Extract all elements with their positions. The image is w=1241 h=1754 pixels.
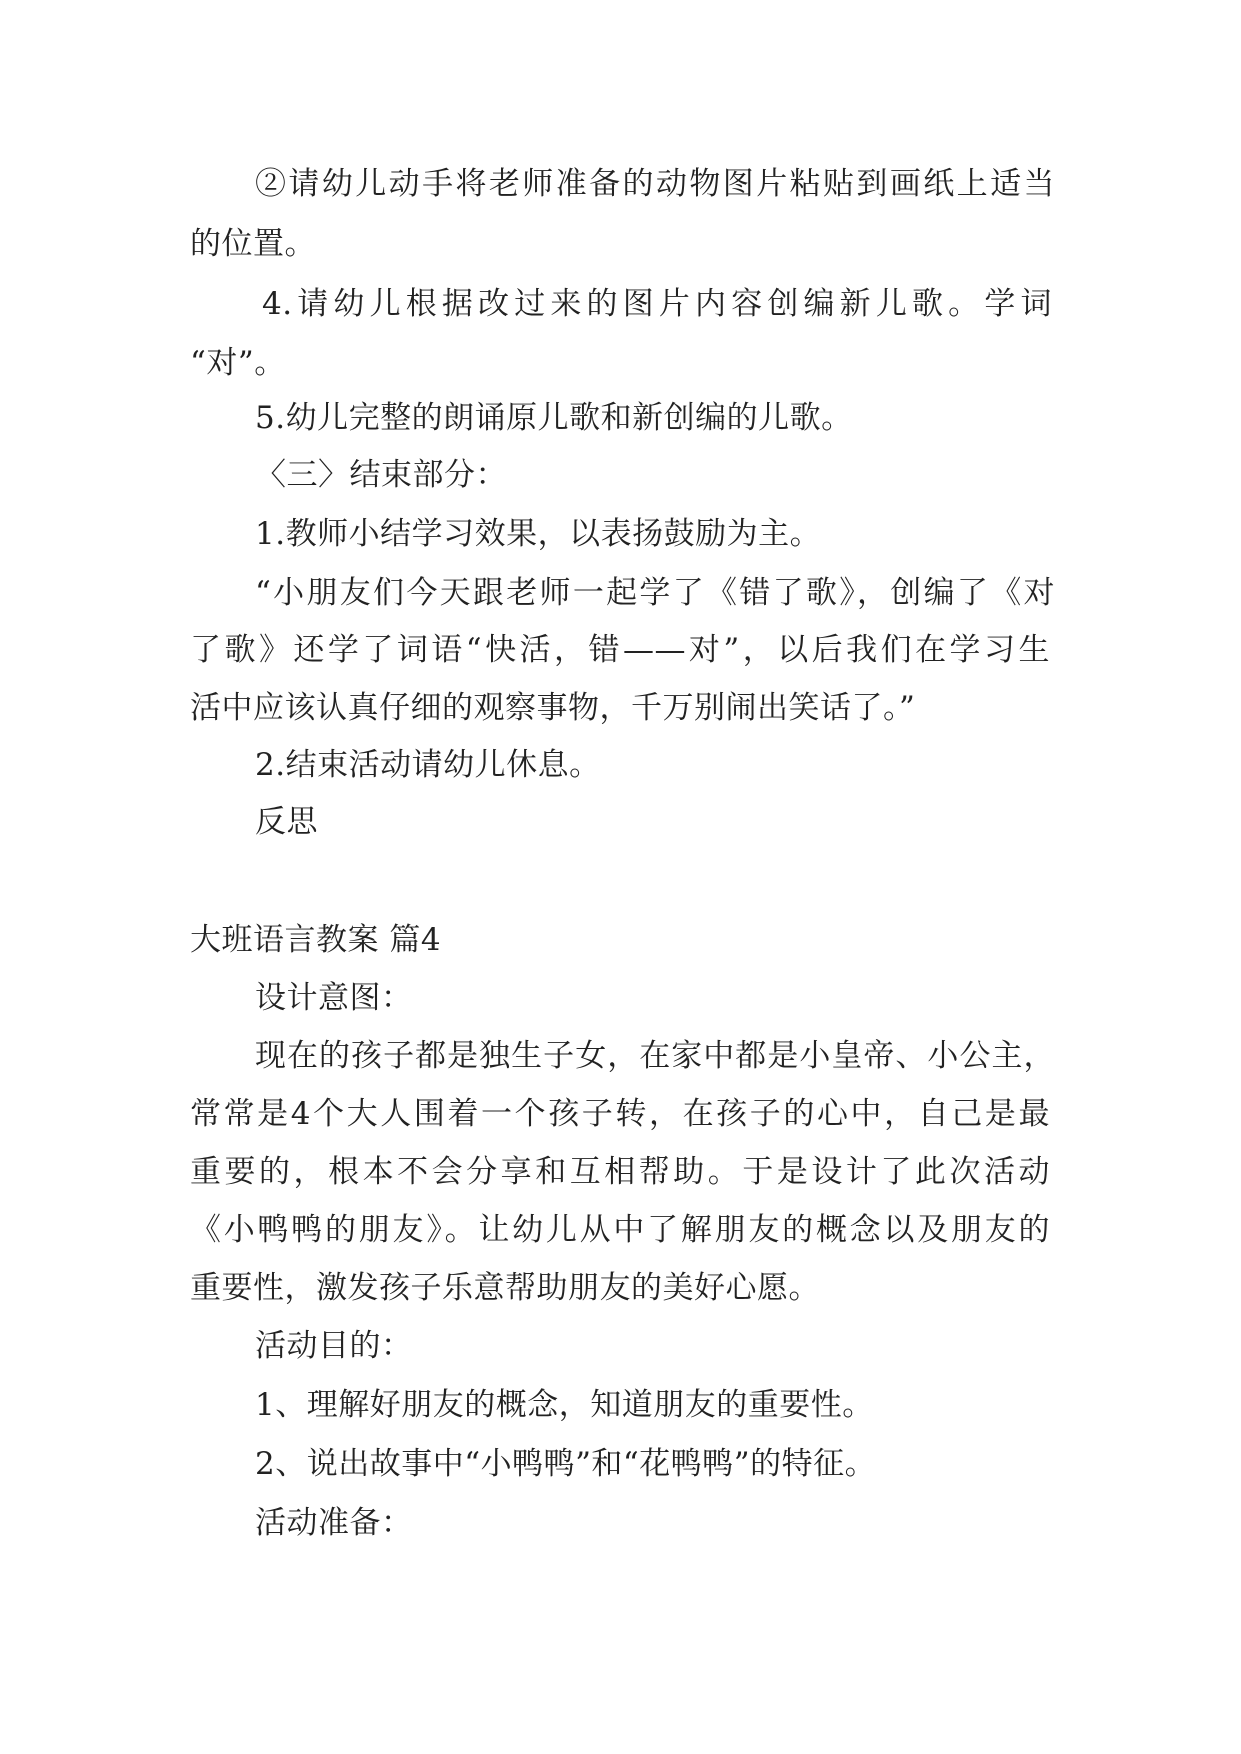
paragraph-line: “对”。	[190, 345, 286, 381]
paragraph-line: 的位置。	[190, 226, 316, 262]
paragraph-line: 现在的孩子都是独生子女，在家中都是小皇帝、小公主，	[255, 1038, 1055, 1074]
paragraph-line: 重要性，激发孩子乐意帮助朋友的美好心愿。	[190, 1270, 820, 1306]
paragraph-line: 4.请幼儿根据改过来的图片内容创编新儿歌。学词	[262, 286, 1052, 322]
paragraph-line: 了歌》还学了词语“快活，错——对”，以后我们在学习生	[190, 632, 1050, 668]
paragraph-line: ②请幼儿动手将老师准备的动物图片粘贴到画纸上适当	[255, 166, 1055, 202]
section-title: 大班语言教案 篇4	[190, 922, 442, 958]
section-heading: 设计意图：	[255, 980, 413, 1016]
paragraph-line: 1.教师小结学习效果，以表扬鼓励为主。	[255, 516, 822, 552]
paragraph-line: 2、说出故事中“小鸭鸭”和“花鸭鸭”的特征。	[255, 1446, 877, 1482]
paragraph-line: 《小鸭鸭的朋友》。让幼儿从中了解朋友的概念以及朋友的	[190, 1212, 1050, 1248]
paragraph-line: 反思	[255, 804, 318, 840]
paragraph-line: 1、理解好朋友的概念，知道朋友的重要性。	[255, 1387, 874, 1423]
section-heading: 活动准备：	[255, 1505, 413, 1541]
paragraph-line: 常常是4个大人围着一个孩子转，在孩子的心中，自己是最	[190, 1096, 1050, 1132]
section-heading: 〈三〉结束部分：	[255, 457, 507, 493]
paragraph-line: 活中应该认真仔细的观察事物，千万别闹出笑话了。”	[190, 690, 916, 726]
paragraph-line: “小朋友们今天跟老师一起学了《错了歌》，创编了《对	[255, 575, 1055, 611]
section-heading: 活动目的：	[255, 1328, 413, 1364]
paragraph-line: 重要的，根本不会分享和互相帮助。于是设计了此次活动	[190, 1154, 1050, 1190]
paragraph-line: 2.结束活动请幼儿休息。	[255, 747, 601, 783]
paragraph-line: 5.幼儿完整的朗诵原儿歌和新创编的儿歌。	[255, 400, 853, 436]
